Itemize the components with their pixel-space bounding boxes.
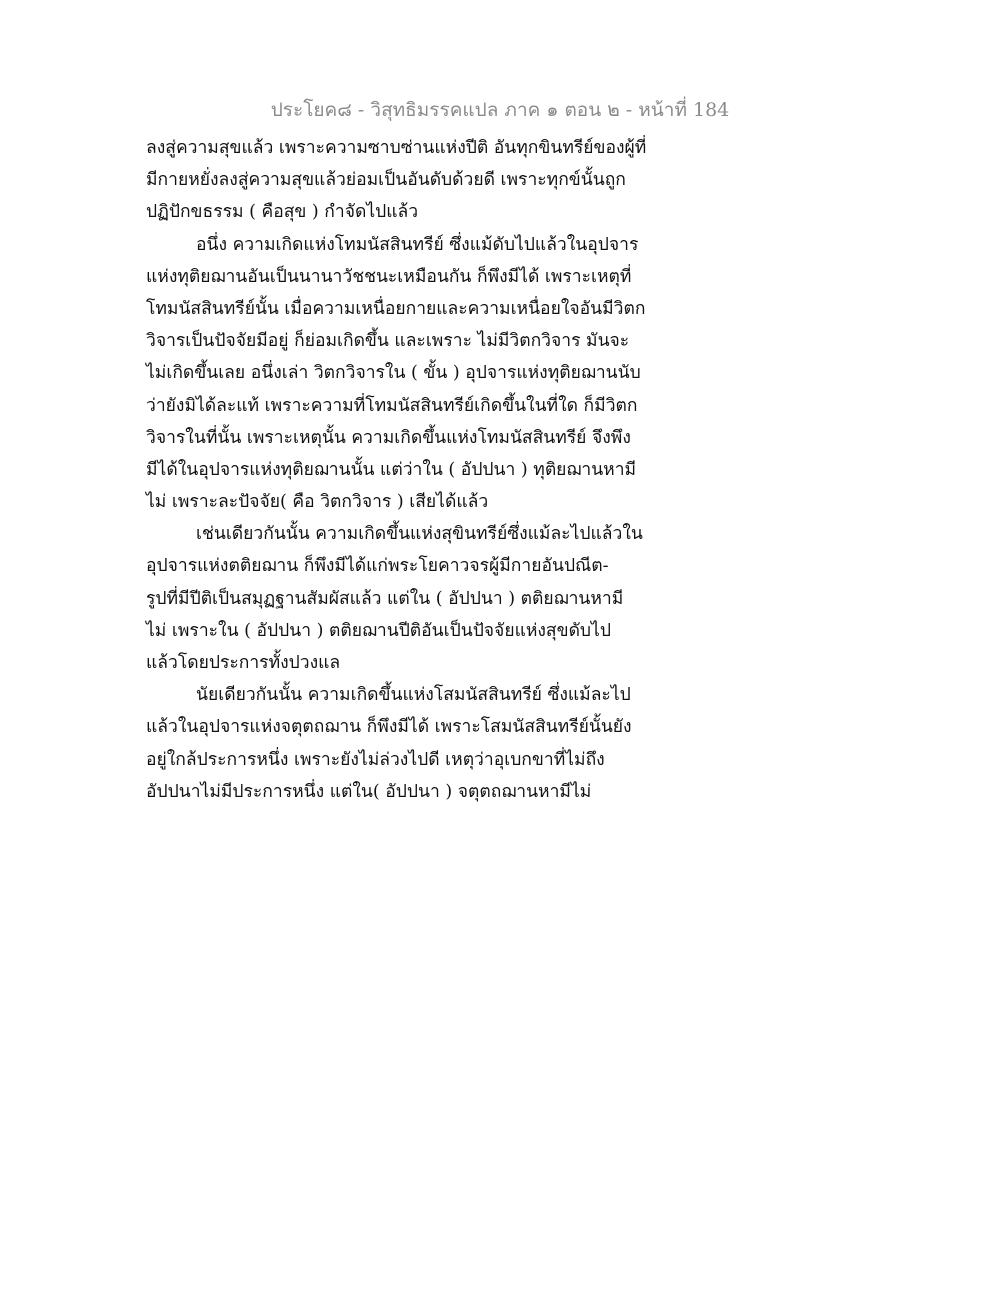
text-line: อยู่ใกล้ประการหนึ่ง เพราะยังไม่ล่วงไปดี เหตุว่าอุเบกขาที่ไม่ถึง bbox=[146, 749, 605, 770]
text-line: ไม่ เพราะละปัจจัย( คือ วิตกวิจาร ) เสียได้แล้ว bbox=[146, 492, 489, 513]
text-line: อัปปนาไม่มีประการหนึ่ง แต่ใน( อัปปนา ) จตุตถฌานหามีไม่ bbox=[146, 781, 592, 802]
running-header: ประโยค๘ - วิสุทธิมรรคแปล ภาค ๑ ตอน ๒ - หน้าที่ 184 bbox=[270, 99, 730, 121]
text-line: แล้วโดยประการทั้งปวงแล bbox=[146, 653, 341, 673]
text-line: ไม่ เพราะใน ( อัปปนา ) ตติยฌานปีติอันเป็นปัจจัยแห่งสุขดับไป bbox=[146, 620, 611, 641]
paragraph-first-line: อนึ่ง ความเกิดแห่งโทมนัสสินทรีย์ ซึ่งแม้ดับไปแล้วในอุปจาร bbox=[196, 234, 639, 255]
text-line: โทมนัสสินทรีย์นั้น เมื่อความเหนื่อยกายและความเหนื่อยใจอันมีวิตก bbox=[146, 298, 646, 319]
text-line: แห่งทุติยฌานอันเป็นนานาวัชชนะเหมือนกัน ก็พึงมีได้ เพราะเหตุที่ bbox=[146, 266, 632, 287]
body-text bbox=[146, 132, 666, 808]
paragraph-first-line: นัยเดียวกันนั้น ความเกิดขึ้นแห่งโสมนัสสินทรีย์ ซึ่งแม้ละไป bbox=[196, 685, 631, 706]
text-line: ลงสู่ความสุขแล้ว เพราะความซาบซ่านแห่งปีติ อันทุกขินทรีย์ของผู้ที่ bbox=[146, 138, 647, 158]
text-line: ไม่เกิดขึ้นเลย อนึ่งเล่า วิตกวิจารใน ( ขั้น ) อุปจารแห่งทุติยฌานนับ bbox=[146, 363, 641, 384]
text-line: วิจารเป็นปัจจัยมีอยู่ ก็ย่อมเกิดขึ้น และเพราะ ไม่มีวิตกวิจาร มันจะ bbox=[146, 331, 630, 352]
text-line: แล้วในอุปจารแห่งจตุตถฌาน ก็พึงมีได้ เพราะโสมนัสสินทรีย์นั้นยัง bbox=[146, 717, 632, 738]
text-line: ว่ายังมิได้ละแท้ เพราะความที่โทมนัสสินทรีย์เกิดขึ้นในที่ใด ก็มีวิตก bbox=[146, 395, 638, 416]
text-line: รูปที่มีปีติเป็นสมุฏฐานสัมผัสแล้ว แต่ใน ( อัปปนา ) ตติยฌานหามี bbox=[146, 588, 624, 609]
text-line: มีได้ในอุปจารแห่งทุติยฌานนั้น แต่ว่าใน ( อัปปนา ) ทุติยฌานหามี bbox=[146, 459, 637, 480]
text-line: อุปจารแห่งตติยฌาน ก็พึงมีได้แก่พระโยคาวจรผู้มีกายอันปณีต- bbox=[146, 556, 609, 577]
text-line: ปฏิปักขธรรม ( คือสุข ) กำจัดไปแล้ว bbox=[146, 202, 419, 223]
paragraph-first-line: เช่นเดียวกันนั้น ความเกิดขึ้นแห่งสุขินทรีย์ซึ่งแม้ละไปแล้วใน bbox=[196, 524, 643, 545]
text-line: วิจารในที่นั้น เพราะเหตุนั้น ความเกิดขึ้นแห่งโทมนัสสินทรีย์ จึงพึง bbox=[146, 427, 631, 448]
text-line: มีกายหยั่งลงสู่ความสุขแล้วย่อมเป็นอันดับด้วยดี เพราะทุกข์นั้นถูก bbox=[146, 170, 626, 191]
